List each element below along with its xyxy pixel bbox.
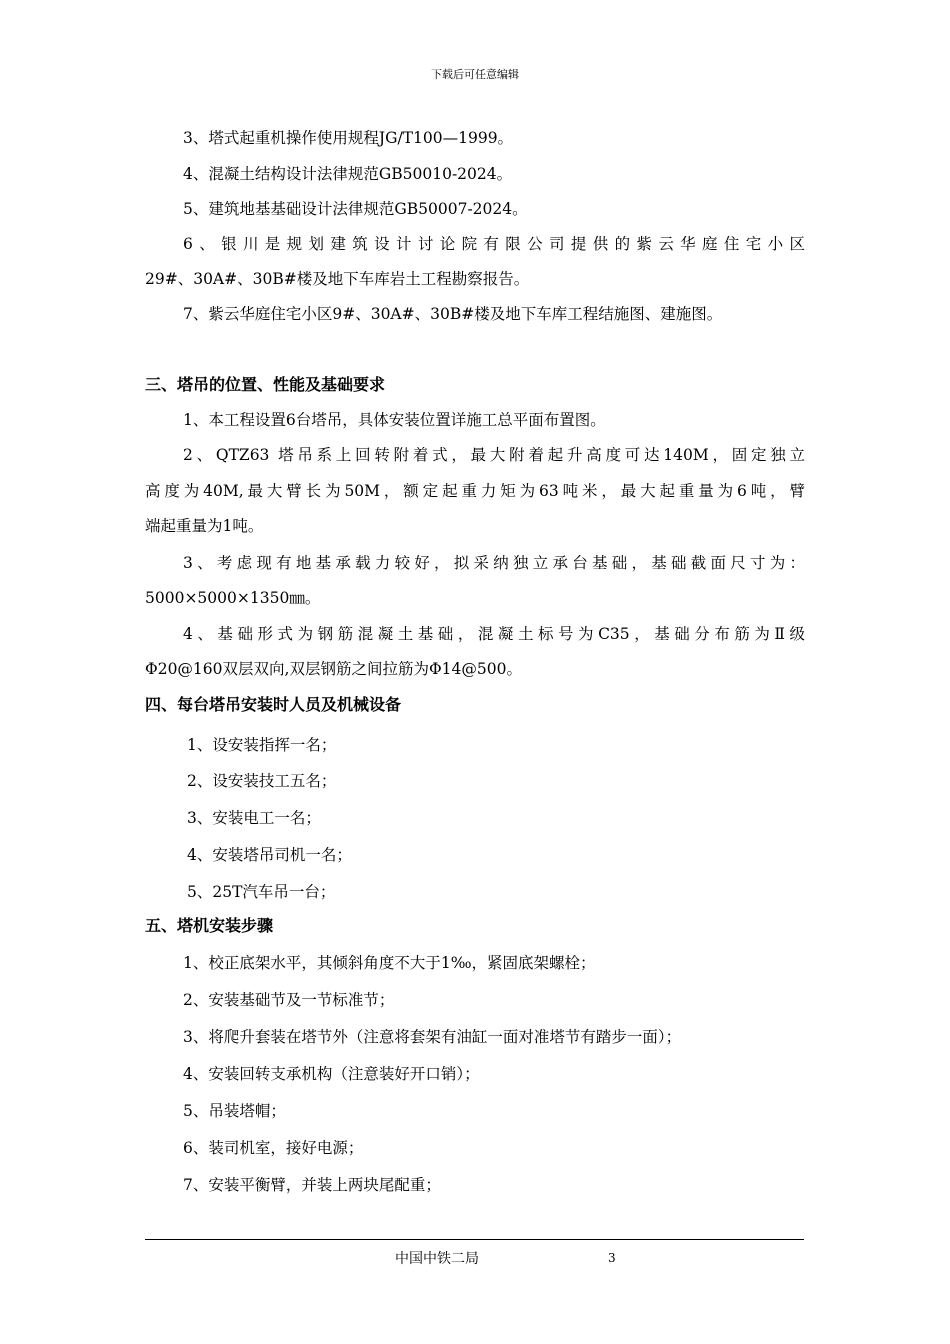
paragraph-line: 1、本工程设置6台塔吊，具体安装位置详施工总平面布置图。 — [183, 411, 606, 429]
list-item: 2、安装基础节及一节标准节； — [183, 991, 395, 1009]
section-heading: 四、每台塔吊安装时人员及机械设备 — [145, 695, 402, 714]
footer-organization: 中国中铁二局 — [395, 1251, 479, 1267]
list-item: 1、校正底架水平，其倾斜角度不大于1‰，紧固底架螺栓； — [183, 954, 596, 972]
paragraph-line: 2、QTZ63 塔吊系上回转附着式，最大附着起升高度可达140M，固定独立 — [183, 446, 805, 464]
list-item: 1、设安装指挥一名； — [187, 736, 337, 754]
reference-item-continued: 29#、30A#、30B#楼及地下车库岩土工程勘察报告。 — [145, 270, 530, 288]
list-item: 4、安装回转支承机构（注意装好开口销）； — [183, 1065, 480, 1083]
list-item: 5、吊装塔帽； — [183, 1102, 286, 1120]
reference-item: 7、紫云华庭住宅小区9#、30A#、30B#楼及地下车库工程结施图、建施图。 — [183, 305, 723, 323]
list-item: 3、安装电工一名； — [187, 809, 321, 827]
paragraph-line: 3、考虑现有地基承载力较好，拟采纳独立承台基础，基础截面尺寸为： — [183, 554, 805, 572]
paragraph-line: 5000×5000×1350㎜。 — [145, 589, 321, 607]
footer-rule — [145, 1239, 804, 1240]
paragraph-line: 端起重量为1吨。 — [145, 517, 264, 535]
section-heading: 五、塔机安装步骤 — [145, 916, 274, 935]
page-header: 下载后可任意编辑 — [431, 68, 519, 81]
reference-item: 3、塔式起重机操作使用规程JG/T100—1999。 — [183, 129, 514, 147]
reference-item: 4、混凝土结构设计法律规范GB50010-2024。 — [183, 165, 513, 183]
paragraph-line: 4、基础形式为钢筋混凝土基础，混凝土标号为C35，基础分布筋为Ⅱ级 — [183, 625, 805, 643]
list-item: 7、安装平衡臂，并装上两块尾配重； — [183, 1176, 441, 1194]
list-item: 2、设安装技工五名； — [187, 772, 337, 790]
list-item: 3、将爬升套装在塔节外（注意将套架有油缸一面对准塔节有踏步一面）； — [183, 1028, 682, 1046]
list-item: 4、安装塔吊司机一名； — [187, 846, 352, 864]
reference-item: 5、建筑地基基础设计法律规范GB50007-2024。 — [183, 200, 528, 218]
page-number: 3 — [608, 1251, 616, 1265]
paragraph-line: Φ20@160双层双向,双层钢筋之间拉筋为Φ14@500。 — [145, 660, 522, 678]
reference-item: 6、银川是规划建筑设计讨论院有限公司提供的紫云华庭住宅小区 — [183, 235, 805, 253]
section-heading: 三、塔吊的位置、性能及基础要求 — [145, 375, 386, 394]
paragraph-line: 高度为40M,最大臂长为50M，额定起重力矩为63吨米，最大起重量为6吨，臂 — [145, 482, 805, 500]
list-item: 6、装司机室，接好电源； — [183, 1139, 364, 1157]
list-item: 5、25T汽车吊一台； — [187, 883, 336, 901]
